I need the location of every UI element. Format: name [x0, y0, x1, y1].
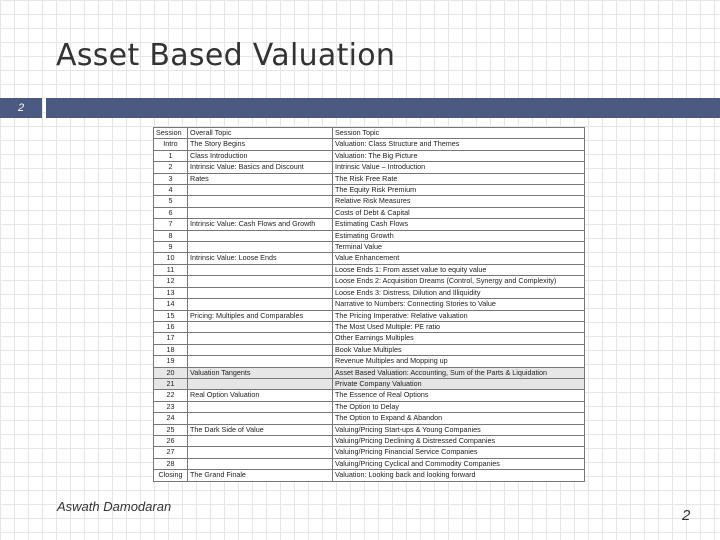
cell-session-topic: Value Enhancement: [333, 253, 585, 264]
table-row: [154, 333, 585, 344]
cell-session-topic: Valuation: Looking back and looking forward: [333, 470, 585, 481]
table-body: [154, 139, 585, 481]
cell-overall-topic: [188, 458, 333, 469]
table-row: [154, 470, 585, 481]
cell-session-topic: Loose Ends 2: Acquisition Dreams (Control, Synergy and Complexity): [333, 276, 585, 287]
cell-session: 3: [154, 173, 188, 184]
cell-overall-topic: The Story Begins: [188, 139, 333, 150]
footer-author: Aswath Damodaran: [57, 499, 172, 514]
cell-session-topic: Estimating Growth: [333, 230, 585, 241]
cell-session-topic: Loose Ends 1: From asset value to equity value: [333, 264, 585, 275]
cell-session-topic: Valuation: Class Structure and Themes: [333, 139, 585, 150]
cell-session: 5: [154, 196, 188, 207]
table-row: [154, 299, 585, 310]
table-row: [154, 253, 585, 264]
cell-session-topic: Costs of Debt & Capital: [333, 207, 585, 218]
cell-session-topic: Asset Based Valuation: Accounting, Sum of the Parts & Liquidation: [333, 367, 585, 378]
cell-session-topic: Book Value Multiples: [333, 344, 585, 355]
cell-overall-topic: Class Introduction: [188, 150, 333, 161]
cell-session: 1: [154, 150, 188, 161]
table-row: [154, 242, 585, 253]
cell-session-topic: The Option to Delay: [333, 401, 585, 412]
cell-session-topic: Revenue Multiples and Mopping up: [333, 356, 585, 367]
cell-session: 18: [154, 344, 188, 355]
cell-overall-topic: Intrinsic Value: Cash Flows and Growth: [188, 219, 333, 230]
cell-session-topic: The Essence of Real Options: [333, 390, 585, 401]
table-row: [154, 367, 585, 378]
cell-overall-topic: The Grand Finale: [188, 470, 333, 481]
header-overall-topic: Overall Topic: [188, 128, 333, 139]
cell-session-topic: Intrinsic Value – Introduction: [333, 162, 585, 173]
table-row: [154, 230, 585, 241]
cell-session: 24: [154, 413, 188, 424]
cell-session-topic: The Risk Free Rate: [333, 173, 585, 184]
table-row: [154, 378, 585, 389]
cell-session: 27: [154, 447, 188, 458]
cell-overall-topic: [188, 344, 333, 355]
table-row: [154, 207, 585, 218]
cell-session-topic: The Equity Risk Premium: [333, 185, 585, 196]
table-row: [154, 401, 585, 412]
cell-session-topic: Valuing/Pricing Start-ups & Young Companies: [333, 424, 585, 435]
table-row: [154, 162, 585, 173]
cell-overall-topic: [188, 435, 333, 446]
cell-session: 14: [154, 299, 188, 310]
cell-session: 11: [154, 264, 188, 275]
cell-overall-topic: Intrinsic Value: Loose Ends: [188, 253, 333, 264]
cell-overall-topic: [188, 196, 333, 207]
cell-overall-topic: Intrinsic Value: Basics and Discount: [188, 162, 333, 173]
cell-session: 6: [154, 207, 188, 218]
cell-session-topic: The Option to Expand & Abandon: [333, 413, 585, 424]
cell-overall-topic: [188, 413, 333, 424]
cell-session-topic: Terminal Value: [333, 242, 585, 253]
table-row: [154, 413, 585, 424]
cell-overall-topic: [188, 333, 333, 344]
table-row: [154, 344, 585, 355]
cell-session-topic: Valuing/Pricing Declining & Distressed Companies: [333, 435, 585, 446]
cell-session: 10: [154, 253, 188, 264]
cell-overall-topic: [188, 264, 333, 275]
cell-session-topic: Valuation: The Big Picture: [333, 150, 585, 161]
cell-overall-topic: [188, 299, 333, 310]
cell-session: 20: [154, 367, 188, 378]
table-row: [154, 424, 585, 435]
cell-session: 8: [154, 230, 188, 241]
cell-session-topic: Other Earnings Multiples: [333, 333, 585, 344]
table-row: [154, 287, 585, 298]
slide-number-tab: 2: [0, 98, 42, 118]
cell-session-topic: Valuing/Pricing Financial Service Companies: [333, 447, 585, 458]
table-row: [154, 321, 585, 332]
cell-overall-topic: [188, 287, 333, 298]
cell-session: 26: [154, 435, 188, 446]
table-row: [154, 435, 585, 446]
cell-session: 7: [154, 219, 188, 230]
cell-session: 9: [154, 242, 188, 253]
cell-overall-topic: [188, 207, 333, 218]
table-row: [154, 310, 585, 321]
cell-session: Intro: [154, 139, 188, 150]
cell-session-topic: The Most Used Multiple: PE ratio: [333, 321, 585, 332]
cell-session-topic: Private Company Valuation: [333, 378, 585, 389]
table-row: [154, 196, 585, 207]
table-row: [154, 264, 585, 275]
cell-overall-topic: [188, 242, 333, 253]
cell-overall-topic: The Dark Side of Value: [188, 424, 333, 435]
cell-overall-topic: Rates: [188, 173, 333, 184]
cell-session: 23: [154, 401, 188, 412]
header-session-topic: Session Topic: [333, 128, 585, 139]
cell-session: 4: [154, 185, 188, 196]
table-row: [154, 276, 585, 287]
cell-session: 16: [154, 321, 188, 332]
cell-overall-topic: [188, 276, 333, 287]
table-row: [154, 139, 585, 150]
cell-session: 22: [154, 390, 188, 401]
course-schedule-table: [153, 127, 585, 482]
table-row: [154, 173, 585, 184]
cell-overall-topic: [188, 378, 333, 389]
table-row: [154, 150, 585, 161]
cell-session: 25: [154, 424, 188, 435]
cell-session-topic: Loose Ends 3: Distress, Dilution and Illiquidity: [333, 287, 585, 298]
table-row: [154, 447, 585, 458]
cell-overall-topic: [188, 230, 333, 241]
table-row: [154, 458, 585, 469]
cell-session-topic: Valuing/Pricing Cyclical and Commodity Companies: [333, 458, 585, 469]
cell-session: Closing: [154, 470, 188, 481]
cell-overall-topic: Pricing: Multiples and Comparables: [188, 310, 333, 321]
cell-session: 17: [154, 333, 188, 344]
cell-session-topic: The Pricing Imperative: Relative valuation: [333, 310, 585, 321]
page-number: 2: [682, 507, 691, 524]
table-header-row: [154, 128, 585, 139]
cell-session: 21: [154, 378, 188, 389]
cell-overall-topic: Valuation Tangents: [188, 367, 333, 378]
table-row: [154, 185, 585, 196]
cell-session: 15: [154, 310, 188, 321]
cell-session: 12: [154, 276, 188, 287]
cell-session: 2: [154, 162, 188, 173]
cell-session-topic: Relative Risk Measures: [333, 196, 585, 207]
cell-overall-topic: Real Option Valuation: [188, 390, 333, 401]
slide-title: Asset Based Valuation: [56, 38, 396, 73]
table-row: [154, 219, 585, 230]
table-row: [154, 390, 585, 401]
cell-session: 19: [154, 356, 188, 367]
cell-session: 13: [154, 287, 188, 298]
cell-session: 28: [154, 458, 188, 469]
cell-overall-topic: [188, 447, 333, 458]
cell-session-topic: Estimating Cash Flows: [333, 219, 585, 230]
cell-overall-topic: [188, 185, 333, 196]
cell-session-topic: Narrative to Numbers: Connecting Stories to Value: [333, 299, 585, 310]
cell-overall-topic: [188, 356, 333, 367]
cell-overall-topic: [188, 401, 333, 412]
table-row: [154, 356, 585, 367]
cell-overall-topic: [188, 321, 333, 332]
header-session: Session: [154, 128, 188, 139]
title-underline-bar: [46, 98, 720, 118]
